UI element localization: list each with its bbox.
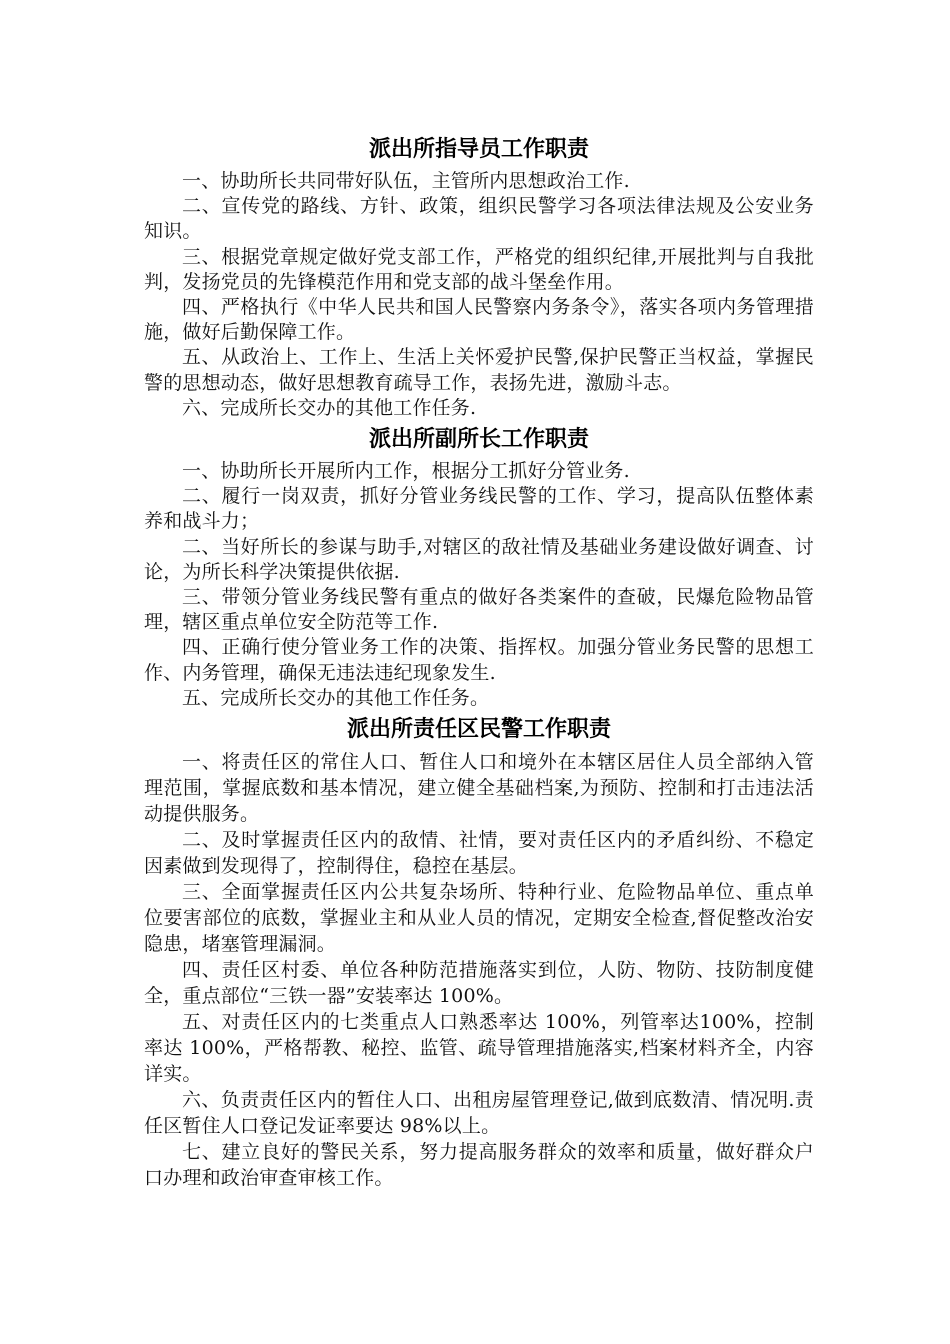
paragraph: 三、全面掌握责任区内公共复杂场所、特种行业、危险物品单位、重点单位要害部位的底数，掌握业主和从业人员的情况，定期安全检查,督促整改治安隐患，堵塞管理漏洞。 [144, 881, 814, 956]
paragraph: 四、责任区村委、单位各种防范措施落实到位，人防、物防、技防制度健全，重点部位“三铁一器”安装率达 100%。 [144, 959, 814, 1008]
paragraph: 六、完成所长交办的其他工作任务. [182, 396, 477, 419]
paragraph: 六、负责责任区内的暂住人口、出租房屋管理登记,做到底数清、情况明.责任区暂住人口登记发证率要达 98%以上。 [144, 1089, 814, 1138]
paragraph: 五、完成所长交办的其他工作任务。 [182, 686, 490, 709]
paragraph: 二、当好所长的参谋与助手,对辖区的敌社情及基础业务建设做好调查、讨论，为所长科学决策提供依据. [144, 535, 814, 583]
section-deputy-director-duties [144, 421, 814, 711]
paragraph: 二、及时掌握责任区内的敌情、社情，要对责任区内的矛盾纠纷、不稳定因素做到发现得了，控制得住，稳控在基层。 [144, 829, 814, 878]
section-title: 派出所副所长工作职责 [368, 427, 589, 453]
paragraph: 四、严格执行《中华人民共和国人民警察内务条令》，落实各项内务管理措施，做好后勤保障工作。 [144, 296, 814, 344]
paragraph: 三、根据党章规定做好党支部工作，严格党的组织纪律,开展批判与自我批判，发扬党员的先锋模范作用和党支部的战斗堡垒作用。 [144, 245, 814, 293]
section-instructor-duties [144, 131, 814, 421]
paragraph: 三、带领分管业务线民警有重点的做好各类案件的查破，民爆危险物品管理，辖区重点单位安全防范等工作. [144, 586, 814, 634]
paragraph: 二、履行一岗双责，抓好分管业务线民警的工作、学习，提高队伍整体素养和战斗力； [144, 485, 814, 533]
paragraph: 四、正确行使分管业务工作的决策、指挥权。加强分管业务民警的思想工作、内务管理，确保无违法违纪现象发生. [144, 636, 814, 684]
paragraph: 一、将责任区的常住人口、暂住人口和境外在本辖区居住人员全部纳入管理范围，掌握底数和基本情况，建立健全基础档案,为预防、控制和打击违法活动提供服务。 [144, 751, 814, 826]
paragraph: 七、建立良好的警民关系，努力提高服务群众的效率和质量，做好群众户口办理和政治审查审核工作。 [144, 1141, 814, 1190]
paragraph: 五、从政治上、工作上、生活上关怀爱护民警,保护民警正当权益，掌握民警的思想动态，做好思想教育疏导工作，表扬先进，激励斗志。 [144, 346, 814, 394]
section-area-officer-duties [144, 711, 814, 1191]
paragraph: 一、协助所长开展所内工作，根据分工抓好分管业务. [182, 460, 630, 483]
section-title: 派出所指导员工作职责 [368, 137, 589, 162]
paragraph: 五、对责任区内的七类重点人口熟悉率达 100%，列管率达100%，控制率达 100%，严格帮教、秘控、监管、疏导管理措施落实,档案材料齐全，内容详实。 [144, 1011, 814, 1086]
paragraph: 一、协助所长共同带好队伍，主管所内思想政治工作. [182, 170, 630, 192]
document-page [144, 131, 814, 1191]
paragraph: 二、宣传党的路线、方针、政策，组织民警学习各项法律法规及公安业务知识。 [144, 195, 814, 243]
section-title: 派出所责任区民警工作职责 [346, 717, 611, 743]
